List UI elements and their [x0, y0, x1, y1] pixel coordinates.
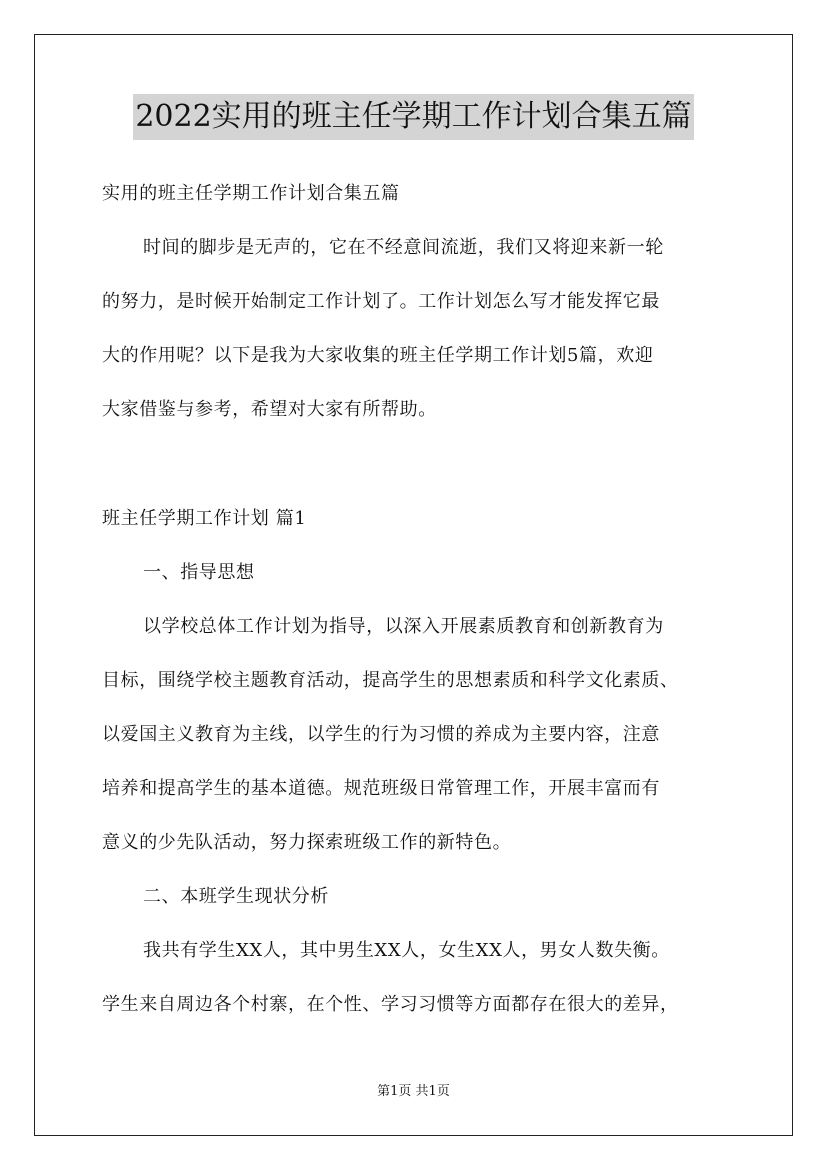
para-1-line-5: 意义的少先队活动，努力探索班级工作的新特色。: [102, 832, 512, 853]
intro-line-3: 大的作用呢？以下是我为大家收集的班主任学期工作计划5篇，欢迎: [102, 345, 654, 366]
intro-line-1: 时间的脚步是无声的，它在不经意间流逝，我们又将迎来新一轮: [143, 237, 664, 258]
document-title: [0, 94, 827, 140]
document-title-text: 2022实用的班主任学期工作计划合集五篇: [133, 94, 693, 140]
section-title: 班主任学期工作计划 篇1: [102, 508, 307, 529]
intro-line-2: 的努力，是时候开始制定工作计划了。工作计划怎么写才能发挥它最: [102, 291, 660, 312]
para-1-line-3: 以爱国主义教育为主线，以学生的行为习惯的养成为主要内容，注意: [102, 724, 660, 745]
para-2-line-1: 我共有学生XX人，其中男生XX人，女生XX人，男女人数失衡。: [143, 940, 670, 961]
intro-line-4: 大家借鉴与参考，希望对大家有所帮助。: [102, 399, 437, 420]
para-1-line-1: 以学校总体工作计划为指导，以深入开展素质教育和创新教育为: [143, 616, 664, 637]
para-2-line-2: 学生来自周边各个村寨，在个性、学习习惯等方面都存在很大的差异，: [102, 994, 679, 1015]
document-subtitle: 实用的班主任学期工作计划合集五篇: [102, 183, 400, 204]
heading-guiding-thought: 一、指导思想: [143, 562, 255, 583]
para-1-line-2: 目标，围绕学校主题教育活动，提高学生的思想素质和科学文化素质、: [102, 670, 679, 691]
page-number: 第1页 共1页: [377, 1084, 450, 1099]
para-1-line-4: 培养和提高学生的基本道德。规范班级日常管理工作，开展丰富而有: [102, 778, 660, 799]
heading-student-analysis: 二、本班学生现状分析: [143, 886, 329, 907]
